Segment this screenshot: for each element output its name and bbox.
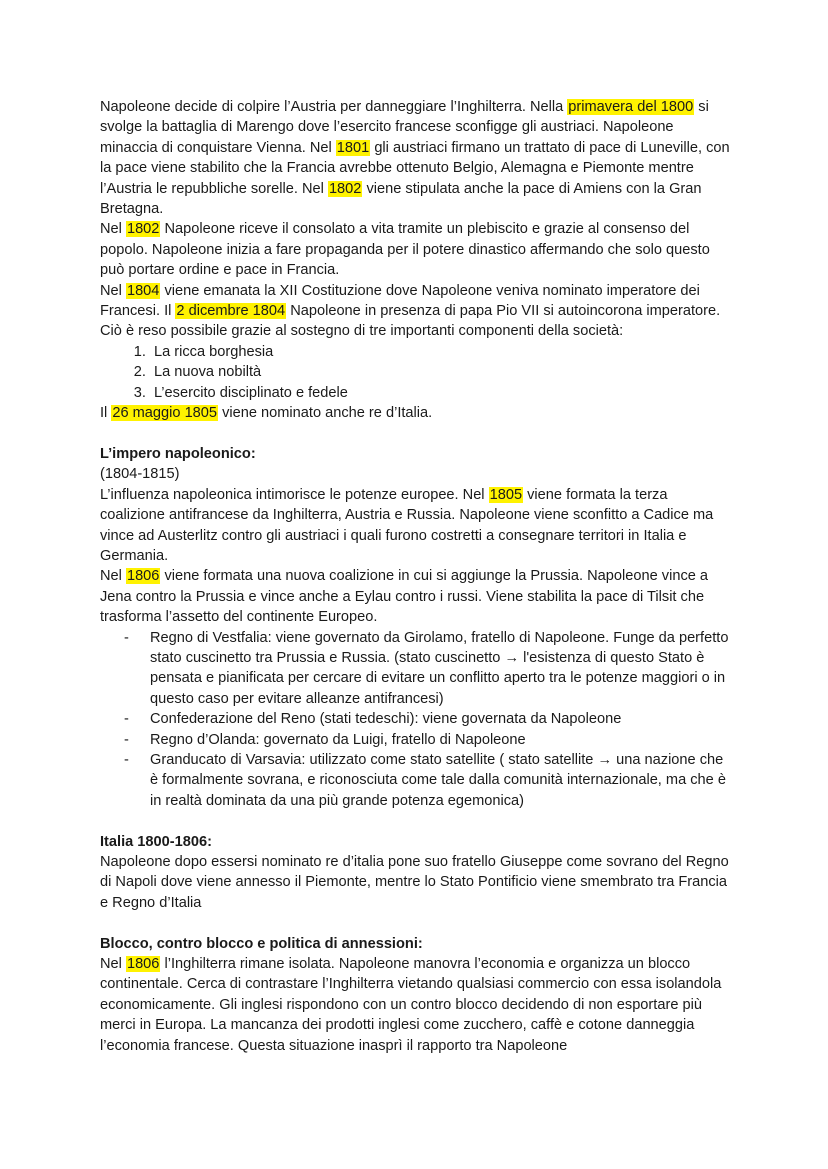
highlight-date: 1806	[126, 568, 160, 585]
impero-dates: (1804-1815)	[100, 466, 180, 483]
document-page	[100, 97, 730, 1056]
impero-paragraph-1: L’influenza napoleonica intimorisce le potenze europee. Nel 1805 viene formata la terza coalizione antifrancese da Inghilterra, Austria e Russia. Napoleone viene sconfitto a Cadice ma vince ad Austerlitz contro gli austriaci i quali furono costretti a consegnare territori in Italia e Germania.	[100, 486, 714, 564]
intro-paragraph-5: Il 26 maggio 1805 viene nominato anche re d’Italia.	[100, 405, 433, 422]
list-item: - Regno d’Olanda: governato da Luigi, fratello di Napoleone	[100, 730, 730, 750]
list-item: 1. La ricca borghesia	[150, 342, 730, 362]
intro-paragraph-2: Nel 1802 Napoleone riceve il consolato a vita tramite un plebiscito e grazie al consenso del popolo. Napoleone inizia a fare propaganda per il potere dinastico affermando che solo questo può portare ordine e pace in Francia.	[100, 221, 710, 279]
intro-paragraph-3: Nel 1804 viene emanata la XII Costituzione dove Napoleone veniva nominato imperatore dei Francesi. Il 2 dicembre 1804 Napoleone in presenza di papa Pio VII si autoincorona imperatore.	[100, 282, 721, 320]
highlight-date: 1805	[489, 486, 523, 503]
section-heading-blocco: Blocco, contro blocco e politica di annessioni:	[100, 935, 423, 952]
highlight-date: primavera del 1800	[568, 99, 694, 115]
list-item: - Confederazione del Reno (stati tedeschi): viene governata da Napoleone	[100, 709, 730, 729]
list-item: - Granducato di Varsavia: utilizzato come stato satellite ( stato satellite → una nazione che è formalmente sovrana, e riconosciuta come tale dalla comunità internazionale, ma che è in realtà dominata da una più grande potenza egemonica)	[100, 750, 730, 811]
section-heading-italia: Italia 1800-1806:	[100, 833, 212, 850]
states-list	[100, 628, 730, 812]
highlight-date: 1806	[126, 956, 160, 973]
highlight-date: 1802	[126, 221, 160, 238]
italia-paragraph-1: Napoleone dopo essersi nominato re d’italia pone suo fratello Giuseppe come sovrano del Regno di Napoli dove viene annesso il Piemonte, mentre lo Stato Pontificio viene smembrato tra Francia e Regno d’Italia	[100, 854, 729, 911]
highlight-date: 1802	[328, 180, 362, 197]
blocco-paragraph-1: Nel 1806 l’Inghilterra rimane isolata. Napoleone manovra l’economia e organizza un blocco continentale. Cerca di contrastare l’Inghilterra vietando qualsiasi commercio con essa isolandola economicamente. Gli inglesi rispondono con un contro blocco decidendo di non esportare più merci in Europa. La mancanza dei prodotti inglesi come zucchero, caffè e cotone danneggia l’economia francese. Questa situazione inasprì il rapporto tra Napoleone	[100, 956, 722, 1054]
intro-paragraph-1: Napoleone decide di colpire l’Austria per danneggiare l’Inghilterra. Nella primavera del 1800 si svolge la battaglia di Marengo dove l’esercito francese sconfigge gli austriaci. Napoleone minaccia di conquistare Vienna. Nel 1801 gli austriaci firmano un trattato di pace di Luneville, con la pace viene stabilito che la Francia avrebbe ottenuto Belgio, Alemagna e Piemonte mentre l’Austria le repubbliche sorelle. Nel 1802 viene stipulata anche la pace di Amiens con la Gran Bretagna.	[100, 99, 730, 218]
section-heading-impero: L’impero napoleonico:	[100, 445, 256, 462]
highlight-date: 1801	[336, 139, 370, 156]
list-item: - Regno di Vestfalia: viene governato da Girolamo, fratello di Napoleone. Funge da perfetto stato cuscinetto tra Prussia e Russia. (stato cuscinetto → l'esistenza di questo Stato è pensata e pianificata per cercare di evitare un conflitto aperto tra le potenze maggiori o in questo caso per evitare alleanze antifrancesi)	[100, 628, 730, 710]
impero-paragraph-2: Nel 1806 viene formata una nuova coalizione in cui si aggiunge la Prussia. Napoleone vince a Jena contro la Prussia e vince anche a Eylau contro i russi. Viene stabilita la pace di Tilsit che trasforma l’assetto del continente Europeo.	[100, 568, 709, 626]
highlight-date: 2 dicembre 1804	[176, 303, 286, 320]
support-list	[100, 342, 730, 403]
highlight-date: 1804	[126, 282, 160, 299]
list-item: 2. La nuova nobiltà	[150, 362, 730, 382]
intro-paragraph-4: Ciò è reso possibile grazie al sostegno di tre importanti componenti della società:	[100, 323, 624, 340]
list-item: 3. L’esercito disciplinato e fedele	[150, 383, 730, 403]
highlight-date: 26 maggio 1805	[112, 405, 218, 422]
